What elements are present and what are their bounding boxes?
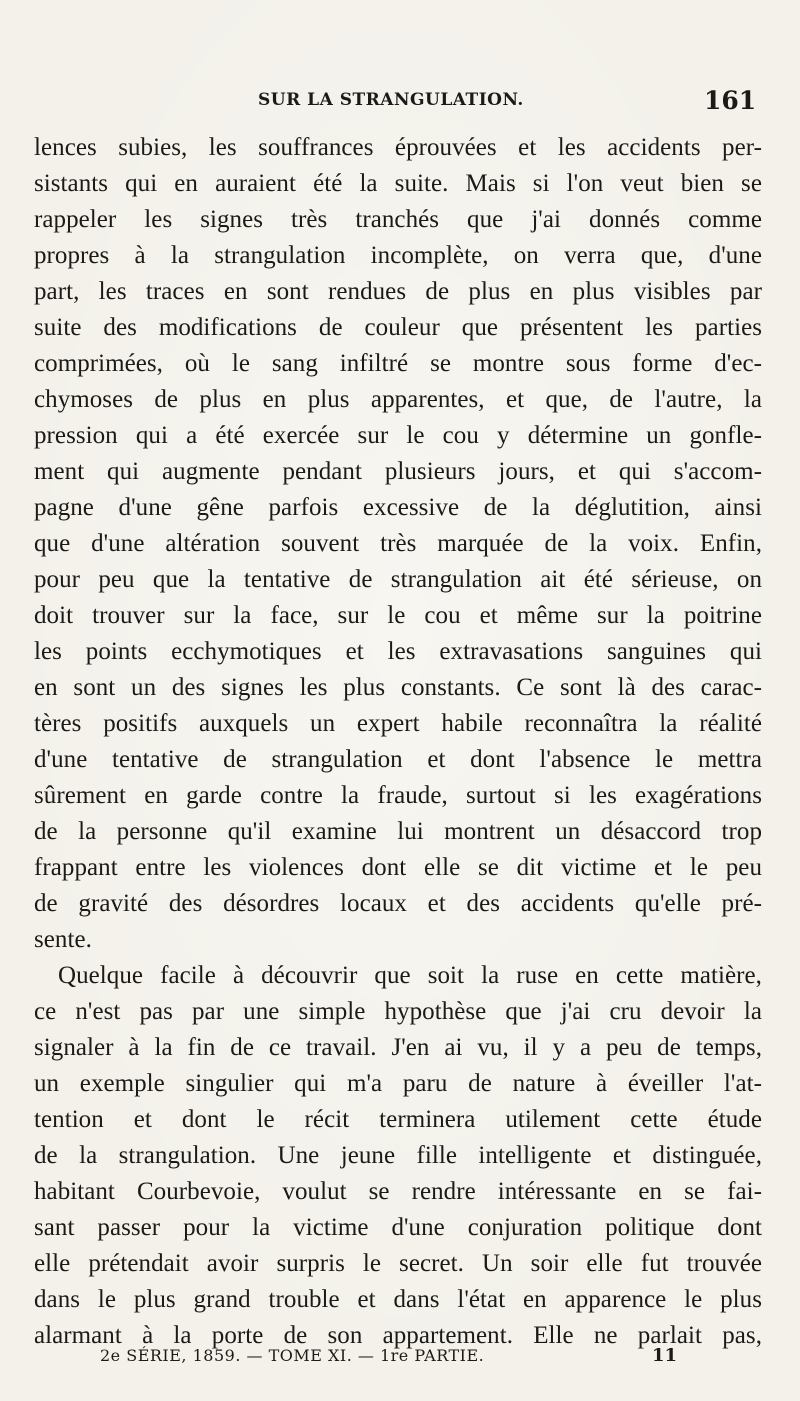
text-line: ce n'est pas par une simple hypothèse que j'ai cru devoir la	[34, 998, 762, 1025]
text-line: pour peu que la tentative de strangulation ait été sérieuse, on	[34, 566, 762, 593]
text-line: d'une tentative de strangulation et dont l'absence le mettra	[34, 746, 762, 773]
signature-mark: 11	[652, 1345, 678, 1366]
text-line: lences subies, les souffrances éprouvées et les accidents per-	[34, 134, 762, 161]
text-line: sistants qui en auraient été la suite. Mais si l'on veut bien se	[34, 170, 762, 197]
text-line: tention et dont le récit terminera utilement cette étude	[34, 1106, 762, 1133]
text-line: doit trouver sur la face, sur le cou et même sur la poitrine	[34, 602, 762, 629]
text-line: frappant entre les violences dont elle se dit victime et le peu	[34, 854, 762, 881]
text-line: sant passer pour la victime d'une conjuration politique dont	[34, 1214, 762, 1241]
text-line: rappeler les signes très tranchés que j'ai donnés comme	[34, 206, 762, 233]
text-line: de gravité des désordres locaux et des accidents qu'elle pré-	[34, 890, 762, 917]
text-line: habitant Courbevoie, voulut se rendre intéressante en se fai-	[34, 1178, 762, 1205]
text-line: signaler à la fin de ce travail. J'en ai vu, il y a peu de temps,	[34, 1034, 762, 1061]
text-line: part, les traces en sont rendues de plus en plus visibles par	[34, 278, 762, 305]
running-title: SUR LA STRANGULATION.	[258, 90, 524, 110]
signature-line: 2e SÉRIE, 1859. — TOME XI. — 1re PARTIE.	[100, 1346, 485, 1365]
text-line: pagne d'une gêne parfois excessive de la déglutition, ainsi	[34, 494, 762, 521]
page-number: 161	[704, 86, 757, 115]
text-line: que d'une altération souvent très marquée de la voix. Enfin,	[34, 530, 762, 557]
text-line: sûrement en garde contre la fraude, surtout si les exagérations	[34, 782, 762, 809]
text-line: Quelque facile à découvrir que soit la ruse en cette matière,	[58, 962, 762, 989]
text-line: pression qui a été exercée sur le cou y détermine un gonfle-	[34, 422, 762, 449]
text-line: dans le plus grand trouble et dans l'état en apparence le plus	[34, 1286, 762, 1313]
page-footer	[0, 1346, 800, 1376]
text-line: les points ecchymotiques et les extravasations sanguines qui	[34, 638, 762, 665]
text-line: en sont un des signes les plus constants. Ce sont là des carac-	[34, 674, 762, 701]
text-line: propres à la strangulation incomplète, on verra que, d'une	[34, 242, 762, 269]
text-line: chymoses de plus en plus apparentes, et que, de l'autre, la	[34, 386, 762, 413]
text-line: comprimées, où le sang infiltré se montre sous forme d'ec-	[34, 350, 762, 377]
text-line: un exemple singulier qui m'a paru de nature à éveiller l'at-	[34, 1070, 762, 1097]
text-line: ment qui augmente pendant plusieurs jours, et qui s'accom-	[34, 458, 762, 485]
text-line: tères positifs auxquels un expert habile reconnaîtra la réalité	[34, 710, 762, 737]
text-line: de la strangulation. Une jeune fille intelligente et distinguée,	[34, 1142, 762, 1169]
text-line: alarmant à la porte de son appartement. Elle ne parlait pas,	[34, 1322, 762, 1349]
text-line: elle prétendait avoir surpris le secret. Un soir elle fut trouvée	[34, 1250, 762, 1277]
text-line: de la personne qu'il examine lui montrent un désaccord trop	[34, 818, 762, 845]
text-line: sente.	[34, 926, 92, 953]
text-line: suite des modifications de couleur que présentent les parties	[34, 314, 762, 341]
